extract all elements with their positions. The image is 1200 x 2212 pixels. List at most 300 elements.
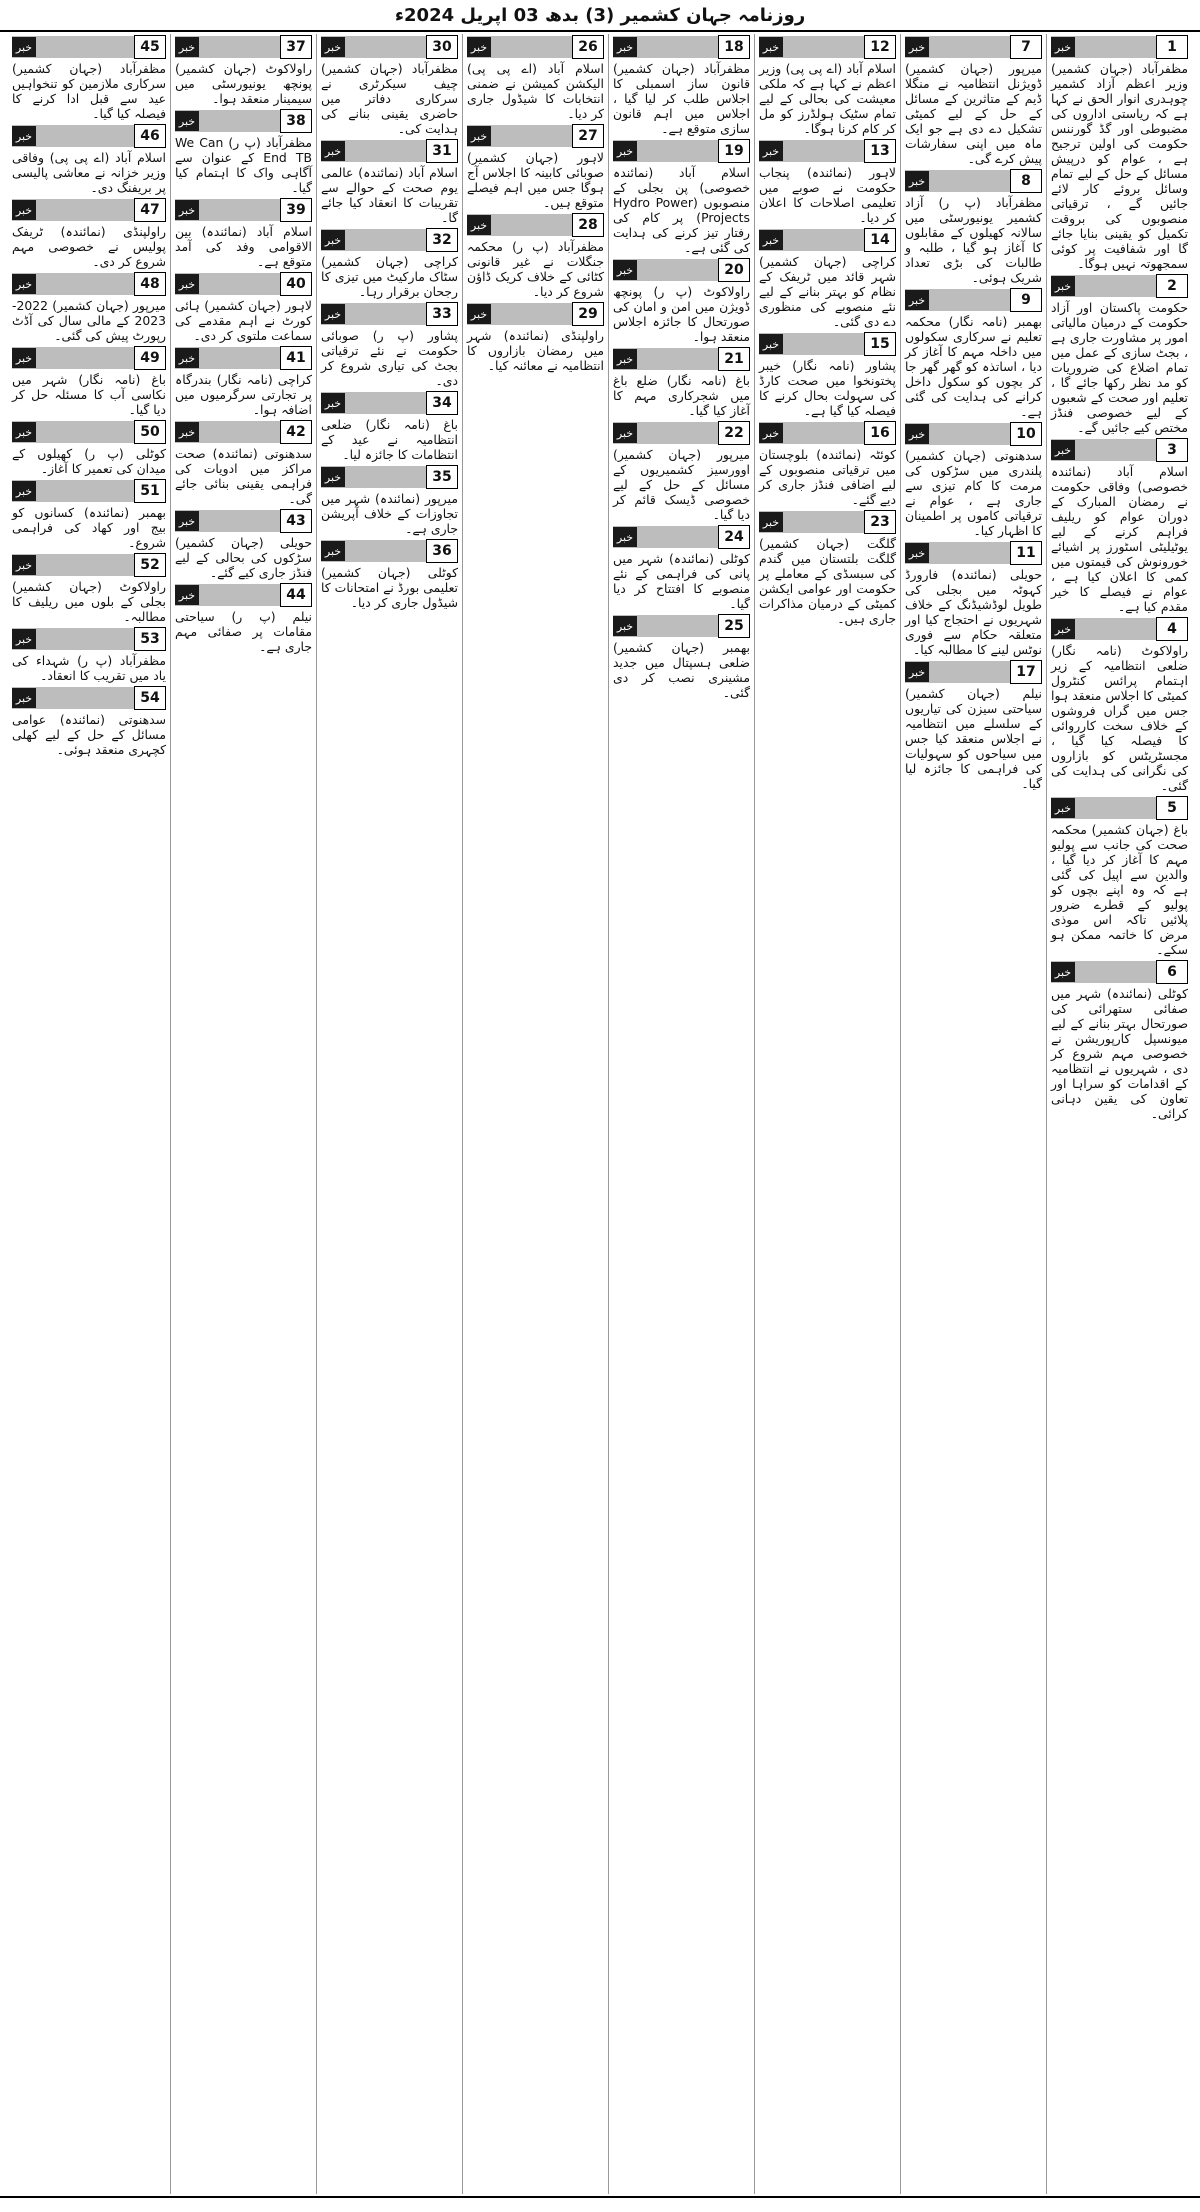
news-item-text: مظفرآباد (پ ر) آزاد کشمیر یونیورسٹی میں سالانہ کھیلوں کے مقابلوں کا آغاز ہو گیا ، طلبہ و طالبات کی بڑی تعداد شریک ہوئی۔ (905, 195, 1042, 285)
news-item-bar (12, 273, 134, 295)
news-item-number: 19 (718, 139, 750, 163)
news-item-text: راولاکوٹ (پ ر) پونچھ ڈویژن میں امن و امان کی صورتحال کا جائزہ اجلاس منعقد ہوا۔ (613, 284, 750, 344)
news-item-number: 2 (1156, 274, 1188, 298)
news-item-header (467, 214, 604, 236)
news-item (613, 348, 750, 418)
news-item (905, 542, 1042, 657)
news-item (321, 392, 458, 462)
news-column (754, 34, 900, 2194)
news-item-header (1051, 797, 1188, 819)
news-item-text: کراچی (نامہ نگار) بندرگاہ پر تجارتی سرگرمیوں میں اضافہ ہوا۔ (175, 372, 312, 417)
news-item-header (905, 542, 1042, 564)
news-item-number: 25 (718, 614, 750, 638)
news-item-number: 35 (426, 465, 458, 489)
news-tag-label: خبر (1051, 37, 1075, 57)
news-item-header (905, 289, 1042, 311)
news-tag-label: خبر (12, 37, 36, 57)
news-item-bar (905, 36, 1010, 58)
news-tag-label: خبر (467, 37, 491, 57)
news-item-text: نیلم (جہان کشمیر) سیاحتی سیزن کی تیاریوں کے سلسلے میں انتظامیہ نے اجلاس منعقد کیا جس میں سیاحوں کو سہولیات کی فراہمی کا جائزہ لیا گیا۔ (905, 686, 1042, 791)
news-item-bar (321, 229, 426, 251)
news-tag-label: خبر (12, 555, 36, 575)
news-item-text: مظفرآباد (پ ر) محکمہ جنگلات نے غیر قانونی کٹائی کے خلاف کریک ڈاؤن شروع کر دیا۔ (467, 239, 604, 299)
news-tag-label: خبر (467, 215, 491, 235)
news-item-text: کراچی (جہان کشمیر) سٹاک مارکیٹ میں تیزی کا رجحان برقرار رہا۔ (321, 254, 458, 299)
news-item-header (905, 36, 1042, 58)
news-item (12, 480, 166, 550)
news-item (175, 36, 312, 106)
news-item-bar (321, 303, 426, 325)
news-item-text: مظفرآباد (جہان کشمیر) وزیر اعظم آزاد کشمیر چوہدری انوار الحق نے کہا ہے کہ ریاستی اداروں کی مضبوطی اور گڈ گورننس حکومت کی اولین ترجیح ہے ، عوام کو درپیش مسائل کے حل کے لیے تمام وسائل بروئے کار لائے جائیں گے ، ترقیاتی منصوبوں کی بروقت تکمیل کو یقینی بنایا جائے گا اور شفافیت پر کوئی سمجھوتہ نہیں ہوگا۔ (1051, 61, 1188, 271)
news-item-text: اسلام آباد (اے پی پی) وفاقی وزیر خزانہ نے معاشی پالیسی پر بریفنگ دی۔ (12, 150, 166, 195)
news-tag-label: خبر (467, 126, 491, 146)
news-item-number: 33 (426, 302, 458, 326)
news-item-text: کراچی (جہان کشمیر) شہر قائد میں ٹریفک کے نظام کو بہتر بنانے کے لیے نئے منصوبے کی منظوری دے دی گئی۔ (759, 254, 896, 329)
news-item-bar (321, 36, 426, 58)
news-tag-label: خبر (175, 200, 199, 220)
news-tag-label: خبر (905, 662, 929, 682)
news-item-text: مظفرآباد (جہان کشمیر) چیف سیکرٹری نے سرکاری دفاتر میں حاضری یقینی بنانے کی ہدایت کی۔ (321, 61, 458, 136)
news-item-text: پشاور (نامہ نگار) خیبر پختونخوا میں صحت کارڈ کی سہولت بحال کرنے کا فیصلہ کیا گیا ہے۔ (759, 358, 896, 418)
news-tag-label: خبر (321, 393, 345, 413)
news-item (12, 125, 166, 195)
news-item (1051, 961, 1188, 1121)
news-tag-label: خبر (613, 423, 637, 443)
news-item-bar (613, 140, 718, 162)
news-item-number: 53 (134, 627, 166, 651)
news-tag-label: خبر (12, 200, 36, 220)
news-item-number: 41 (280, 346, 312, 370)
news-item-bar (1051, 275, 1156, 297)
news-item-number: 30 (426, 35, 458, 59)
news-tag-label: خبر (759, 141, 783, 161)
news-item-number: 14 (864, 228, 896, 252)
news-tag-label: خبر (175, 585, 199, 605)
news-item-number: 23 (864, 510, 896, 534)
news-item (759, 36, 896, 136)
news-item (1051, 36, 1188, 271)
news-item (759, 422, 896, 507)
news-tag-label: خبر (759, 512, 783, 532)
news-item-bar (12, 199, 134, 221)
news-item-header (175, 421, 312, 443)
news-item-header (12, 554, 166, 576)
news-item (12, 628, 166, 683)
columns-grid (8, 34, 1192, 2194)
news-tag-label: خبر (175, 111, 199, 131)
news-item (175, 347, 312, 417)
news-tag-label: خبر (321, 304, 345, 324)
news-item-text: مظفرآباد (جہان کشمیر) سرکاری ملازمین کو تنخواہیں عید سے قبل ادا کرنے کا فیصلہ کیا گیا۔ (12, 61, 166, 121)
news-tag-label: خبر (12, 348, 36, 368)
news-item-header (12, 687, 166, 709)
news-item (175, 510, 312, 580)
news-item-header (467, 125, 604, 147)
news-item (321, 540, 458, 610)
news-item-bar (175, 421, 280, 443)
news-tag-label: خبر (175, 37, 199, 57)
news-item-header (12, 273, 166, 295)
news-item-bar (1051, 618, 1156, 640)
news-item-text: کوٹلی (پ ر) کھیلوں کے میدان کی تعمیر کا آغاز۔ (12, 446, 166, 476)
news-item-header (613, 348, 750, 370)
news-tag-label: خبر (905, 37, 929, 57)
news-item-bar (1051, 439, 1156, 461)
news-item-text: میرپور (جہان کشمیر) اوورسیز کشمیریوں کے مسائل کے حل کے لیے خصوصی ڈیسک قائم کر دیا گیا۔ (613, 447, 750, 522)
news-item-header (1051, 275, 1188, 297)
news-tag-label: خبر (12, 126, 36, 146)
news-column (170, 34, 316, 2194)
news-tag-label: خبر (613, 349, 637, 369)
news-item-text: اسلام آباد (اے پی پی) الیکشن کمیشن نے ضمنی انتخابات کا شیڈول جاری کر دیا۔ (467, 61, 604, 121)
news-item-bar (905, 289, 1010, 311)
news-item-header (759, 36, 896, 58)
news-tag-label: خبر (905, 543, 929, 563)
news-item (175, 584, 312, 654)
news-column (1046, 34, 1192, 2194)
news-item-number: 39 (280, 198, 312, 222)
news-item-text: مظفرآباد (پ ر) شہداء کی یاد میں تقریب کا انعقاد۔ (12, 653, 166, 683)
news-item-number: 52 (134, 553, 166, 577)
news-item-number: 47 (134, 198, 166, 222)
news-item-bar (321, 392, 426, 414)
news-item-header (12, 628, 166, 650)
news-item-bar (12, 628, 134, 650)
news-item-header (759, 511, 896, 533)
news-item-text: سدھنوتی (نمائندہ) صحت مراکز میں ادویات کی فراہمی یقینی بنائی جائے گی۔ (175, 446, 312, 506)
news-item-bar (12, 36, 134, 58)
news-tag-label: خبر (613, 616, 637, 636)
news-item-bar (467, 36, 572, 58)
news-item-number: 43 (280, 509, 312, 533)
news-item-header (321, 303, 458, 325)
news-item-text: راولپنڈی (نمائندہ) شہر میں رمضان بازاروں کا انتظامیہ نے معائنہ کیا۔ (467, 328, 604, 373)
news-item-bar (321, 466, 426, 488)
news-item-bar (467, 125, 572, 147)
news-item (12, 554, 166, 624)
news-item-number: 31 (426, 139, 458, 163)
news-item-text: لاہور (نمائندہ) پنجاب حکومت نے صوبے میں تعلیمی اصلاحات کا اعلان کر دیا۔ (759, 165, 896, 225)
news-item-header (12, 125, 166, 147)
news-item-text: بھمبر (نامہ نگار) محکمہ تعلیم نے سرکاری سکولوں میں داخلہ مہم کا آغاز کر دیا ، اساتذہ کو گھر گھر جا کر بچوں کو سکول داخل کرانے کی ہدایت کی گئی ہے۔ (905, 314, 1042, 419)
news-item-bar (905, 170, 1010, 192)
news-item-text: راولاکوٹ (جہان کشمیر) بجلی کے بلوں میں ریلیف کا مطالبہ۔ (12, 579, 166, 624)
news-item-text: حویلی (نمائندہ) فارورڈ کہوٹہ میں بجلی کی طویل لوڈشیڈنگ کے خلاف شہریوں نے احتجاج کیا اور متعلقہ حکام سے فوری نوٹس لینے کا مطالبہ کیا۔ (905, 567, 1042, 657)
news-item-text: اسلام آباد (نمائندہ خصوصی) پن بجلی کے منصوبوں (Hydro Power Projects) پر کام کی رفتار تیز کرنے کی ہدایت کی گئی ہے۔ (613, 165, 750, 255)
news-item-number: 10 (1010, 422, 1042, 446)
news-item-text: پشاور (پ ر) صوبائی حکومت نے نئے ترقیاتی بجٹ کی تیاری شروع کر دی۔ (321, 328, 458, 388)
news-tag-label: خبر (1051, 962, 1075, 982)
news-item-number: 26 (572, 35, 604, 59)
news-item-bar (759, 333, 864, 355)
news-item (613, 615, 750, 700)
footer-rule (0, 2196, 1200, 2212)
news-item (175, 421, 312, 506)
news-item-number: 13 (864, 139, 896, 163)
news-item-bar (12, 125, 134, 147)
news-item-bar (613, 422, 718, 444)
news-item-number: 5 (1156, 796, 1188, 820)
news-item (905, 423, 1042, 538)
news-item-text: حکومت پاکستان اور آزاد حکومت کے درمیان مالیاتی امور پر مشاورت جاری ہے ، بجٹ سازی کے عمل میں تمام اضلاع کی ضروریات کو مد نظر رکھا جائے گا ، تعلیم اور صحت کے شعبوں کے لیے خصوصی فنڈز مختص کیے جائیں گے۔ (1051, 300, 1188, 435)
news-tag-label: خبر (175, 348, 199, 368)
news-tag-label: خبر (613, 527, 637, 547)
news-item-number: 3 (1156, 438, 1188, 462)
news-tag-label: خبر (321, 541, 345, 561)
news-item-text: سدھنوتی (جہان کشمیر) پلندری میں سڑکوں کی مرمت کا کام تیزی سے جاری ہے ، عوام نے ترقیاتی کاموں پر اطمینان کا اظہار کیا۔ (905, 448, 1042, 538)
news-item (613, 526, 750, 611)
news-item (321, 140, 458, 225)
news-item-bar (613, 259, 718, 281)
news-item-number: 11 (1010, 541, 1042, 565)
news-item-header (321, 540, 458, 562)
news-item-bar (12, 347, 134, 369)
news-item (905, 289, 1042, 419)
news-tag-label: خبر (321, 230, 345, 250)
news-tag-label: خبر (759, 230, 783, 250)
news-item (467, 125, 604, 210)
news-item-bar (613, 348, 718, 370)
news-tag-label: خبر (12, 274, 36, 294)
news-item-number: 29 (572, 302, 604, 326)
news-item (467, 214, 604, 299)
news-item-bar (613, 615, 718, 637)
news-item-bar (759, 36, 864, 58)
news-item-bar (175, 36, 280, 58)
news-item-header (613, 259, 750, 281)
news-item-number: 17 (1010, 660, 1042, 684)
news-item-bar (12, 687, 134, 709)
news-tag-label: خبر (905, 290, 929, 310)
news-item-text: اسلام آباد (نمائندہ) عالمی یوم صحت کے حوالے سے تقریبات کا انعقاد کیا جائے گا۔ (321, 165, 458, 225)
news-item (613, 140, 750, 255)
news-tag-label: خبر (905, 424, 929, 444)
news-item-text: بھمبر (نمائندہ) کسانوں کو بیج اور کھاد کی فراہمی شروع۔ (12, 505, 166, 550)
news-item-header (12, 36, 166, 58)
news-item-header (1051, 439, 1188, 461)
news-item-text: باغ (نامہ نگار) ضلع باغ میں شجرکاری مہم کا آغاز کیا گیا۔ (613, 373, 750, 418)
news-item-text: سدھنوتی (نمائندہ) عوامی مسائل کے حل کے لیے کھلی کچہری منعقد ہوئی۔ (12, 712, 166, 757)
news-item-header (613, 615, 750, 637)
news-tag-label: خبر (613, 141, 637, 161)
news-item-number: 42 (280, 420, 312, 444)
news-item (1051, 797, 1188, 957)
news-item-number: 27 (572, 124, 604, 148)
news-item-bar (905, 661, 1010, 683)
news-item-text: لاہور (جہان کشمیر) صوبائی کابینہ کا اجلاس آج ہوگا جس میں اہم فیصلے متوقع ہیں۔ (467, 150, 604, 210)
news-item-header (175, 584, 312, 606)
news-tag-label: خبر (905, 171, 929, 191)
news-item-number: 44 (280, 583, 312, 607)
news-tag-label: خبر (759, 334, 783, 354)
news-item-header (759, 422, 896, 444)
news-item-header (1051, 36, 1188, 58)
news-item (12, 421, 166, 476)
news-item-text: اسلام آباد (نمائندہ خصوصی) وفاقی حکومت نے رمضان المبارک کے دوران عوام کو ریلیف فراہم کرنے کے لیے یوٹیلیٹی اسٹورز پر اشیائے خورونوش کی قیمتوں میں کمی کا اعلان کیا ہے ، عوام نے فیصلے کا خیر مقدم کیا ہے۔ (1051, 464, 1188, 614)
news-column (608, 34, 754, 2194)
news-item-number: 18 (718, 35, 750, 59)
news-tag-label: خبر (12, 688, 36, 708)
news-tag-label: خبر (1051, 440, 1075, 460)
news-item (613, 36, 750, 136)
news-item-bar (613, 526, 718, 548)
masthead (0, 0, 1200, 32)
news-item-number: 24 (718, 525, 750, 549)
news-item-number: 28 (572, 213, 604, 237)
news-item-number: 21 (718, 347, 750, 371)
news-item-bar (467, 214, 572, 236)
news-item-text: میرپور (نمائندہ) شہر میں تجاوزات کے خلاف آپریشن جاری ہے۔ (321, 491, 458, 536)
news-item-text: باغ (نامہ نگار) شہر میں نکاسی آب کا مسئلہ حل کر دیا گیا۔ (12, 372, 166, 417)
news-item-bar (321, 540, 426, 562)
news-item-number: 15 (864, 332, 896, 356)
news-item-bar (175, 347, 280, 369)
news-item (175, 273, 312, 343)
news-item (321, 36, 458, 136)
news-item-number: 37 (280, 35, 312, 59)
news-tag-label: خبر (321, 141, 345, 161)
news-tag-label: خبر (759, 423, 783, 443)
news-item-bar (905, 423, 1010, 445)
news-item-text: نیلم (پ ر) سیاحتی مقامات پر صفائی مہم جاری ہے۔ (175, 609, 312, 654)
news-item-header (905, 170, 1042, 192)
news-item-text: کوئٹہ (نمائندہ) بلوچستان میں ترقیاتی منصوبوں کے لیے اضافی فنڈز جاری کر دیے گئے۔ (759, 447, 896, 507)
news-item (1051, 439, 1188, 614)
news-tag-label: خبر (1051, 798, 1075, 818)
news-item-number: 9 (1010, 288, 1042, 312)
news-column (462, 34, 608, 2194)
news-item (1051, 275, 1188, 435)
news-item-text: بھمبر (جہان کشمیر) ضلعی ہسپتال میں جدید مشینری نصب کر دی گئی۔ (613, 640, 750, 700)
news-tag-label: خبر (12, 422, 36, 442)
news-item-header (175, 199, 312, 221)
news-item-text: باغ (نامہ نگار) ضلعی انتظامیہ نے عید کے انتظامات کا جائزہ لیا۔ (321, 417, 458, 462)
news-item (759, 333, 896, 418)
news-item-number: 20 (718, 258, 750, 282)
news-item (12, 347, 166, 417)
news-item-header (613, 140, 750, 162)
news-item-bar (1051, 797, 1156, 819)
news-item-text: میرپور (جہان کشمیر) ڈویژنل انتظامیہ نے منگلا ڈیم کے متاثرین کے مسائل کے حل کے لیے کمیٹی تشکیل دے دی ہے جو ایک ماہ میں اپنی سفارشات پیش کرے گی۔ (905, 61, 1042, 166)
news-item-bar (175, 110, 280, 132)
news-item-number: 50 (134, 420, 166, 444)
news-item-number: 54 (134, 686, 166, 710)
news-tag-label: خبر (467, 304, 491, 324)
news-item-text: اسلام آباد (اے پی پی) وزیر اعظم نے کہا ہے کہ ملکی معیشت کی بحالی کے لیے تمام سٹیک ہولڈرز کو مل کر کام کرنا ہوگا۔ (759, 61, 896, 136)
news-item-bar (175, 273, 280, 295)
news-item-number: 48 (134, 272, 166, 296)
news-column (900, 34, 1046, 2194)
news-item-text: راولپنڈی (نمائندہ) ٹریفک پولیس نے خصوصی مہم شروع کر دی۔ (12, 224, 166, 269)
news-item-header (905, 661, 1042, 683)
news-item-header (613, 422, 750, 444)
news-item-header (905, 423, 1042, 445)
news-item-header (12, 480, 166, 502)
news-item-header (467, 36, 604, 58)
news-item-header (321, 229, 458, 251)
news-item (905, 170, 1042, 285)
news-item-header (175, 36, 312, 58)
news-item-header (12, 347, 166, 369)
news-tag-label: خبر (1051, 619, 1075, 639)
news-item-bar (12, 480, 134, 502)
news-tag-label: خبر (613, 37, 637, 57)
news-tag-label: خبر (175, 511, 199, 531)
news-item-bar (759, 229, 864, 251)
news-tag-label: خبر (175, 274, 199, 294)
news-item (321, 303, 458, 388)
news-item-header (613, 36, 750, 58)
news-item-number: 32 (426, 228, 458, 252)
news-item-bar (175, 584, 280, 606)
news-item-header (12, 421, 166, 443)
news-item (759, 140, 896, 225)
news-item-number: 8 (1010, 169, 1042, 193)
news-item-number: 22 (718, 421, 750, 445)
news-item-bar (613, 36, 718, 58)
news-item-text: راولاکوٹ (جہان کشمیر) پونچھ یونیورسٹی میں سیمینار منعقد ہوا۔ (175, 61, 312, 106)
news-item-number: 51 (134, 479, 166, 503)
news-item-header (759, 333, 896, 355)
news-item-text: کوٹلی (جہان کشمیر) تعلیمی بورڈ نے امتحانات کا شیڈول جاری کر دیا۔ (321, 565, 458, 610)
news-item (12, 36, 166, 121)
news-item-number: 49 (134, 346, 166, 370)
news-tag-label: خبر (175, 422, 199, 442)
news-item (175, 110, 312, 195)
news-item-number: 7 (1010, 35, 1042, 59)
news-item-header (175, 273, 312, 295)
news-tag-label: خبر (321, 37, 345, 57)
news-item-number: 34 (426, 391, 458, 415)
news-item (12, 199, 166, 269)
news-item-bar (175, 510, 280, 532)
news-tag-label: خبر (12, 481, 36, 501)
news-tag-label: خبر (1051, 276, 1075, 296)
news-tag-label: خبر (759, 37, 783, 57)
news-item (613, 259, 750, 344)
news-item-number: 46 (134, 124, 166, 148)
news-item-text: لاہور (جہان کشمیر) ہائی کورٹ نے اہم مقدمے کی سماعت ملتوی کر دی۔ (175, 298, 312, 343)
news-item-number: 4 (1156, 617, 1188, 641)
news-item (759, 511, 896, 626)
news-item-text: راولاکوٹ (نامہ نگار) ضلعی انتظامیہ کے زیر اہتمام پرائس کنٹرول کمیٹی کا اجلاس منعقد ہوا جس میں گراں فروشوں کے خلاف سخت کارروائی کا فیصلہ کیا گیا ، مجسٹریٹس کو بازاروں کی نگرانی کی ہدایت کی گئی۔ (1051, 643, 1188, 793)
news-column (8, 34, 170, 2194)
news-tag-label: خبر (321, 467, 345, 487)
news-tag-label: خبر (613, 260, 637, 280)
news-item (175, 199, 312, 269)
news-tag-label: خبر (12, 629, 36, 649)
news-item (613, 422, 750, 522)
news-item-bar (321, 140, 426, 162)
news-item (12, 687, 166, 757)
news-item-number: 38 (280, 109, 312, 133)
news-item-text: کوٹلی (نمائندہ) شہر میں صفائی ستھرائی کی صورتحال بہتر بنانے کے لیے میونسپل کارپوریشن نے خصوصی مہم شروع کر دی ، شہریوں نے انتظامیہ کے اقدامات کو سراہا اور تعاون کی یقین دہانی کرائی۔ (1051, 986, 1188, 1121)
news-item-text: باغ (جہان کشمیر) محکمہ صحت کی جانب سے پولیو مہم کا آغاز کر دیا گیا ، والدین سے اپیل کی گئی ہے کہ وہ اپنے بچوں کو پولیو کے قطرے ضرور پلائیں تاکہ اس موذی مرض کا خاتمہ ممکن ہو سکے۔ (1051, 822, 1188, 957)
news-item-header (321, 140, 458, 162)
news-item-bar (759, 422, 864, 444)
news-item-text: گلگت (جہان کشمیر) گلگت بلتستان میں گندم کی سبسڈی کے معاملے پر حکومت اور عوامی ایکشن کمیٹی کے درمیان مذاکرات جاری ہیں۔ (759, 536, 896, 626)
news-item (905, 36, 1042, 166)
news-item-bar (12, 421, 134, 443)
news-column (316, 34, 462, 2194)
news-item (321, 466, 458, 536)
news-item-header (759, 140, 896, 162)
news-item-header (321, 392, 458, 414)
news-item-bar (759, 511, 864, 533)
news-item-header (613, 526, 750, 548)
news-item-header (1051, 961, 1188, 983)
news-item-bar (12, 554, 134, 576)
